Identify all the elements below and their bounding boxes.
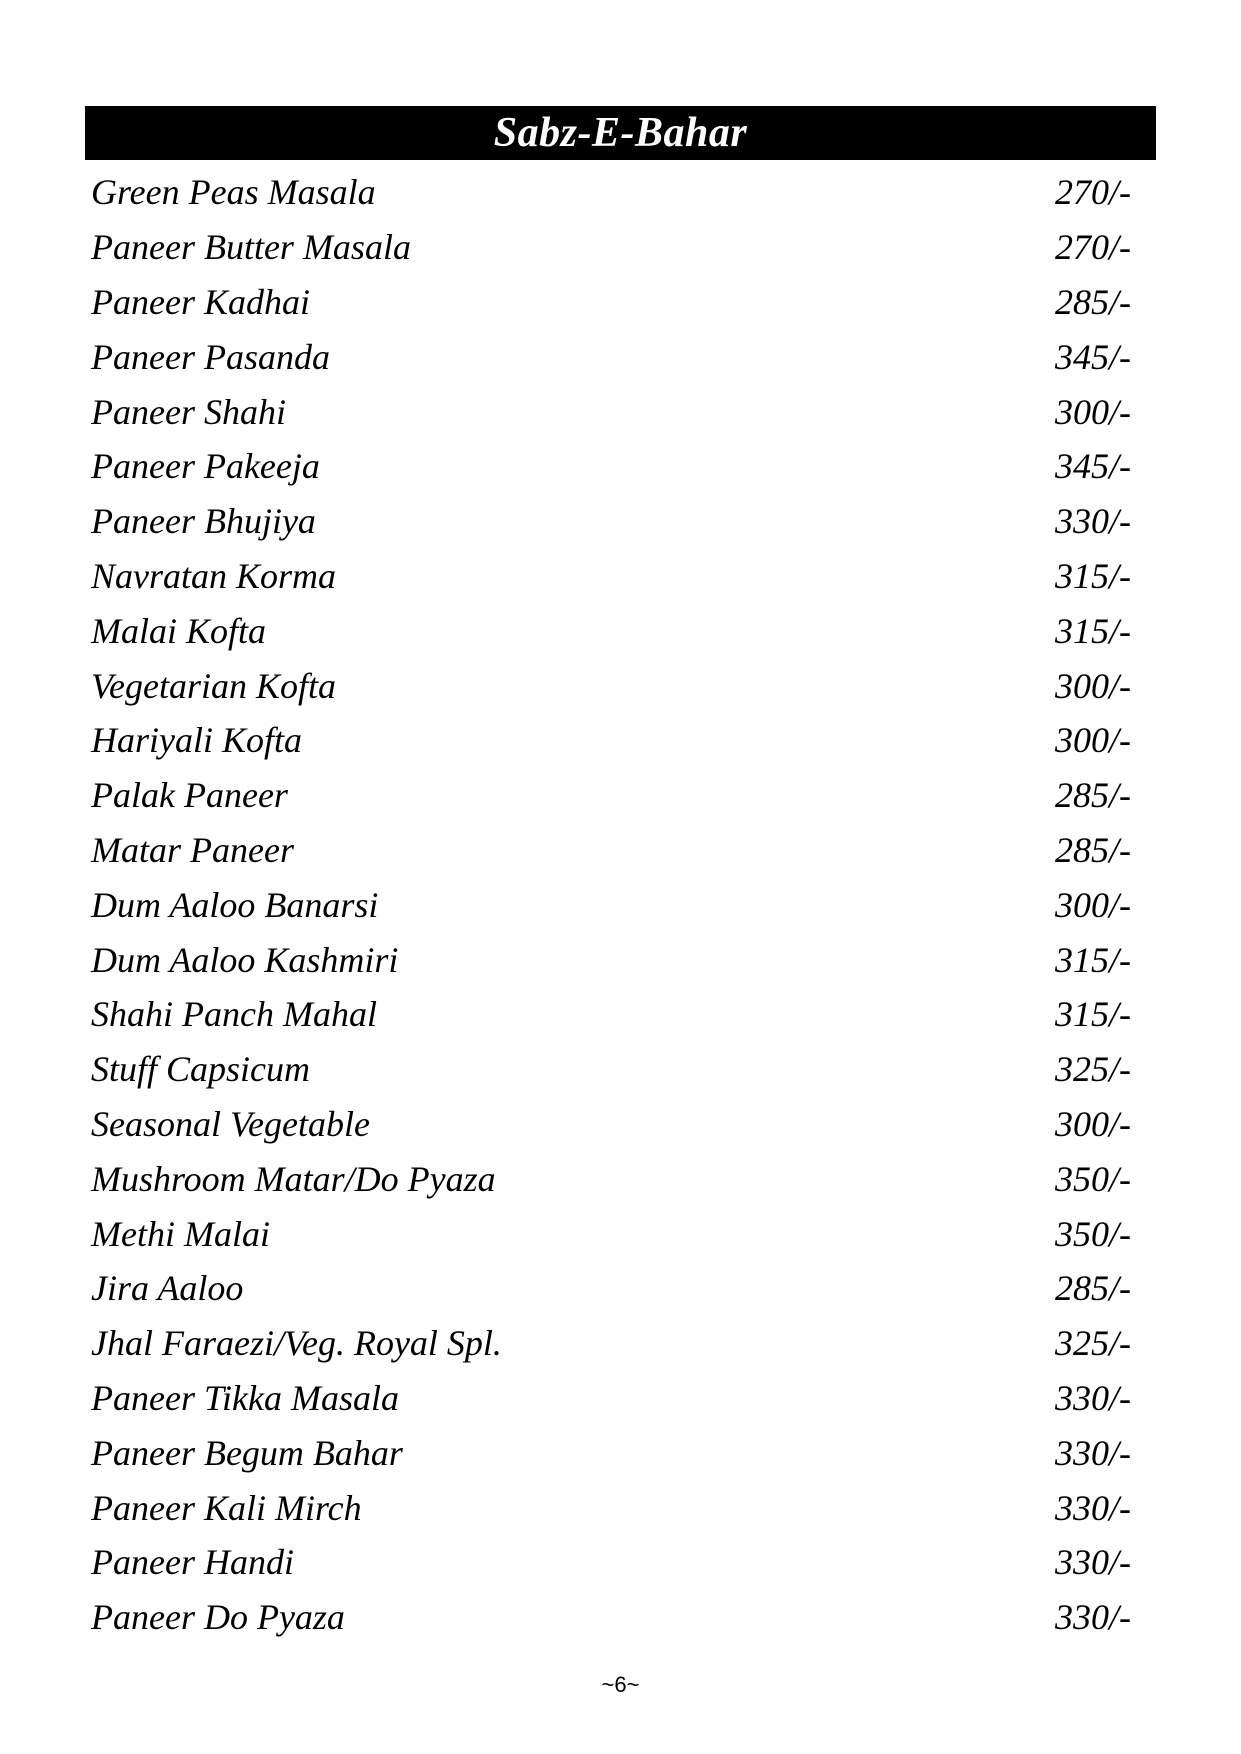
menu-item-name: Paneer Tikka Masala xyxy=(91,1377,399,1418)
menu-item-price: 300/- xyxy=(1055,884,1131,925)
menu-item-price: 315/- xyxy=(1055,939,1131,980)
menu-item xyxy=(85,165,1156,220)
menu-item-price: 285/- xyxy=(1055,281,1131,322)
menu-item-price: 350/- xyxy=(1055,1213,1131,1254)
menu-item-price: 330/- xyxy=(1055,1487,1131,1528)
menu-item-name: Shahi Panch Mahal xyxy=(91,994,377,1035)
menu-item-price: 325/- xyxy=(1055,1049,1131,1090)
menu-item xyxy=(85,549,1156,604)
menu-item xyxy=(85,1590,1156,1645)
menu-item-price: 345/- xyxy=(1055,446,1131,487)
menu-item-name: Malai Kofta xyxy=(91,610,267,651)
menu-item xyxy=(85,1371,1156,1426)
menu-item-name: Jhal Faraezi/Veg. Royal Spl. xyxy=(91,1323,502,1364)
menu-item-price: 315/- xyxy=(1055,994,1131,1035)
menu-item xyxy=(85,220,1156,275)
menu-item-price: 300/- xyxy=(1055,665,1131,706)
menu-item xyxy=(85,768,1156,823)
menu-item xyxy=(85,658,1156,713)
menu-item-name: Paneer Do Pyaza xyxy=(91,1597,345,1638)
menu-item xyxy=(85,384,1156,439)
menu-item-price: 300/- xyxy=(1055,720,1131,761)
menu-item xyxy=(85,1480,1156,1535)
section-header xyxy=(85,106,1156,160)
menu-item xyxy=(85,1097,1156,1152)
menu-item xyxy=(85,275,1156,330)
menu-item-name: Paneer Shahi xyxy=(91,391,286,432)
menu-item xyxy=(85,877,1156,932)
menu-item-name: Paneer Kadhai xyxy=(91,281,310,322)
menu-list xyxy=(85,165,1156,1645)
menu-item-name: Dum Aaloo Banarsi xyxy=(91,884,379,925)
menu-item-name: Green Peas Masala xyxy=(91,172,376,213)
menu-item xyxy=(85,823,1156,878)
menu-item-name: Paneer Bhujiya xyxy=(91,501,316,542)
menu-item xyxy=(85,1206,1156,1261)
menu-item-price: 285/- xyxy=(1055,1268,1131,1309)
menu-item-name: Paneer Pakeeja xyxy=(91,446,320,487)
menu-item-price: 350/- xyxy=(1055,1158,1131,1199)
menu-item xyxy=(85,1425,1156,1480)
menu-item-name: Dum Aaloo Kashmiri xyxy=(91,939,399,980)
menu-item xyxy=(85,1151,1156,1206)
menu-item-price: 285/- xyxy=(1055,829,1131,870)
menu-item-name: Seasonal Vegetable xyxy=(91,1103,370,1144)
menu-item xyxy=(85,713,1156,768)
menu-item-name: Navratan Korma xyxy=(91,555,337,596)
menu-item-price: 300/- xyxy=(1055,1103,1131,1144)
section-title: Sabz-E-Bahar xyxy=(493,110,748,156)
menu-item-price: 285/- xyxy=(1055,775,1131,816)
menu-item-price: 330/- xyxy=(1055,1542,1131,1583)
menu-item-price: 270/- xyxy=(1055,172,1131,213)
menu-item xyxy=(85,603,1156,658)
menu-item-price: 300/- xyxy=(1055,391,1131,432)
menu-item-name: Paneer Butter Masala xyxy=(91,227,411,268)
menu-item-name: Paneer Pasanda xyxy=(91,336,330,377)
menu-item-price: 270/- xyxy=(1055,227,1131,268)
menu-item xyxy=(85,439,1156,494)
menu-item xyxy=(85,1535,1156,1590)
menu-item-name: Methi Malai xyxy=(91,1213,270,1254)
menu-item-price: 330/- xyxy=(1055,1597,1131,1638)
menu-item xyxy=(85,987,1156,1042)
menu-item xyxy=(85,1042,1156,1097)
menu-item-price: 325/- xyxy=(1055,1323,1131,1364)
menu-item-name: Paneer Kali Mirch xyxy=(91,1487,362,1528)
menu-item-price: 315/- xyxy=(1055,555,1131,596)
menu-item-price: 330/- xyxy=(1055,1377,1131,1418)
menu-item-name: Paneer Begum Bahar xyxy=(91,1432,403,1473)
menu-item-name: Vegetarian Kofta xyxy=(91,665,336,706)
menu-item-name: Hariyali Kofta xyxy=(91,720,303,761)
menu-item-price: 315/- xyxy=(1055,610,1131,651)
menu-item-name: Stuff Capsicum xyxy=(91,1049,311,1090)
page-number: ~6~ xyxy=(601,1672,640,1697)
menu-item-name: Mushroom Matar/Do Pyaza xyxy=(91,1158,496,1199)
menu-item-name: Paneer Handi xyxy=(91,1542,294,1583)
menu-item xyxy=(85,329,1156,384)
menu-item-name: Jira Aaloo xyxy=(91,1268,244,1309)
menu-item xyxy=(85,494,1156,549)
menu-item xyxy=(85,932,1156,987)
menu-item-name: Matar Paneer xyxy=(91,829,294,870)
menu-item-name: Palak Paneer xyxy=(91,775,288,816)
menu-item-price: 345/- xyxy=(1055,336,1131,377)
menu-item xyxy=(85,1261,1156,1316)
menu-item-price: 330/- xyxy=(1055,501,1131,542)
menu-item xyxy=(85,1316,1156,1371)
menu-item-price: 330/- xyxy=(1055,1432,1131,1473)
